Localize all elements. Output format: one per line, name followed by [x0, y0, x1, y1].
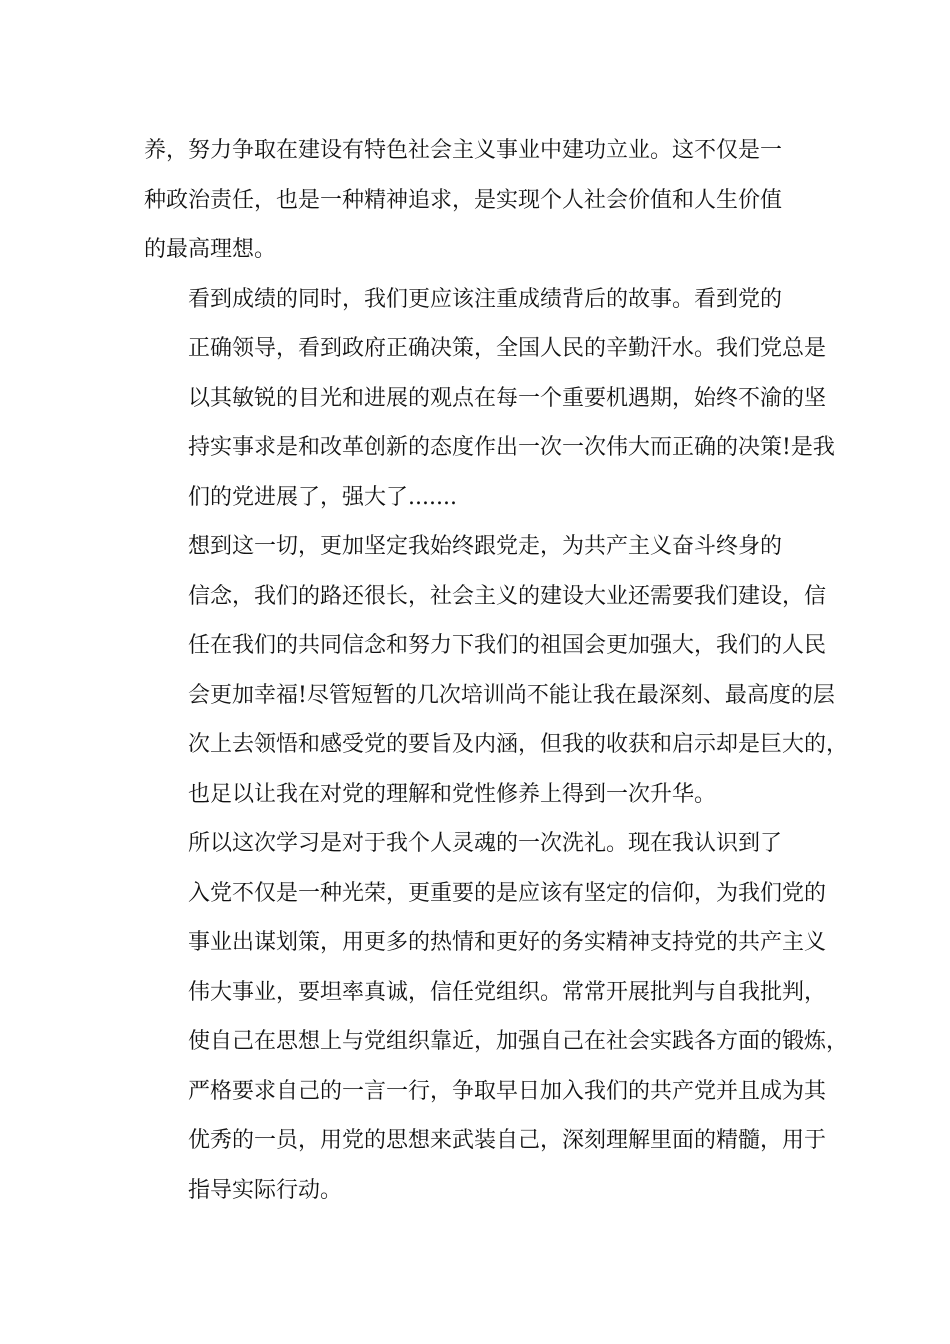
text-line: 想到这一切，更加坚定我始终跟党走，为共产主义奋斗终身的 — [188, 534, 783, 559]
text-line: 以其敏锐的目光和进展的观点在每一个重要机遇期，始终不渝的坚 — [188, 385, 827, 411]
text-line: 事业出谋划策，用更多的热情和更好的务实精神支持党的共产主义 — [188, 930, 827, 955]
text-line: 指导实际行动。 — [188, 1177, 343, 1203]
text-line: 严格要求自己的一言一行，争取早日加入我们的共产党并且成为其 — [188, 1078, 827, 1104]
text-line: 持实事求是和改革创新的态度作出一次一次伟大而正确的决策!是我 — [188, 435, 835, 460]
text-line: 优秀的一员，用党的思想来武装自己，深刻理解里面的精髓，用于 — [188, 1128, 827, 1153]
text-line: 养，努力争取在建设有特色社会主义事业中建功立业。这不仅是一 — [144, 138, 783, 163]
text-line: 次上去领悟和感受党的要旨及内涵，但我的收获和启示却是巨大的， — [188, 732, 849, 757]
paragraph-3 — [144, 522, 849, 819]
paragraph-4 — [144, 819, 849, 1215]
body-text — [144, 126, 849, 1215]
text-line: 伟大事业，要坦率真诚，信任党组织。常常开展批判与自我批判， — [188, 979, 827, 1005]
text-line: 所以这次学习是对于我个人灵魂的一次洗礼。现在我认识到了 — [188, 831, 783, 856]
text-line: 任在我们的共同信念和努力下我们的祖国会更加强大，我们的人民 — [188, 633, 827, 658]
text-line: 也足以让我在对党的理解和党性修养上得到一次升华。 — [188, 781, 717, 807]
text-line: 看到成绩的同时，我们更应该注重成绩背后的故事。看到党的 — [188, 286, 783, 312]
text-line: 会更加幸福!尽管短暂的几次培训尚不能让我在最深刻、最高度的层 — [188, 682, 835, 708]
text-line: 种政治责任，也是一种精神追求，是实现个人社会价值和人生价值 — [144, 187, 783, 213]
text-line: 的最高理想。 — [144, 237, 277, 262]
text-line: 使自己在思想上与党组织靠近，加强自己在社会实践各方面的锻炼， — [188, 1029, 849, 1054]
text-line: 正确领导，看到政府正确决策，全国人民的辛勤汗水。我们党总是 — [188, 336, 827, 361]
text-line: 入党不仅是一种光荣，更重要的是应该有坚定的信仰，为我们党的 — [188, 880, 827, 906]
paragraph-2 — [144, 275, 835, 523]
paragraph-1 — [144, 126, 806, 275]
text-line: 们的党进展了，强大了....... — [188, 484, 457, 510]
text-line: 信念，我们的路还很长，社会主义的建设大业还需要我们建设，信 — [188, 583, 827, 609]
